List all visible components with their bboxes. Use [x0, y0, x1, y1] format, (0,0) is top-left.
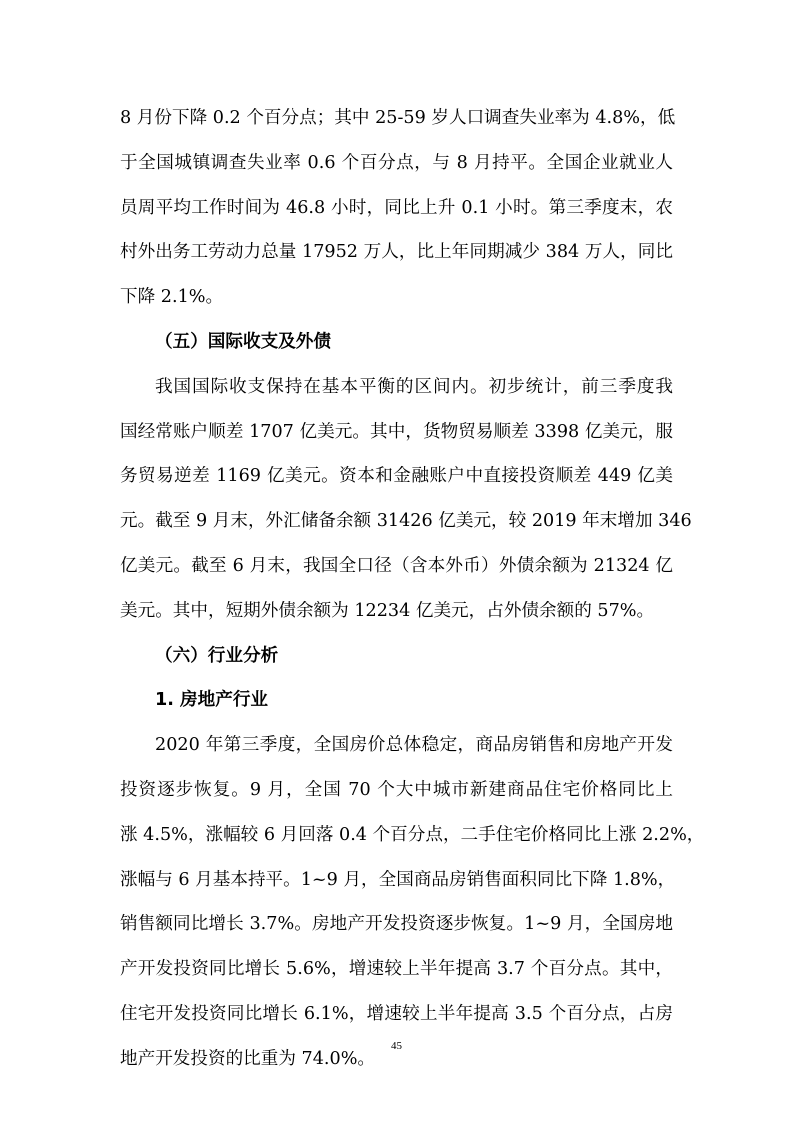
page-number: 45: [391, 1040, 402, 1052]
paragraph-real-estate: [120, 723, 705, 1081]
text-line: 8 月份下降 0.2 个百分点；其中 25-59 岁人口调查失业率为 4.8%，低: [120, 108, 676, 128]
text-line: 产开发投资同比增长 5.6%，增速较上半年提高 3.7 个百分点。其中，: [120, 959, 673, 980]
text-line: 员周平均工作时间为 46.8 小时，同比上升 0.1 小时。第三季度末，农: [120, 197, 673, 218]
text-line: 涨幅与 6 月基本持平。1~9 月，全国商品房销售面积同比下降 1.8%，: [120, 869, 676, 890]
text-line: 地产开发投资的比重为 74.0%。: [120, 1048, 376, 1069]
text-line: 住宅开发投资同比增长 6.1%，增速较上半年提高 3.5 个百分点，占房: [120, 1003, 673, 1024]
section-heading-balance-of-payments: （五）国际收支及外债: [155, 331, 331, 352]
text-line: 务贸易逆差 1169 亿美元。资本和金融账户中直接投资顺差 449 亿美: [120, 466, 673, 487]
text-line: 美元。其中，短期外债余额为 12234 亿美元，占外债余额的 57%。: [120, 600, 655, 621]
text-line: 投资逐步恢复。9 月，全国 70 个大中城市新建商品住宅价格同比上: [120, 779, 673, 800]
text-line: 国经常账户顺差 1707 亿美元。其中，货物贸易顺差 3398 亿美元，服: [120, 421, 673, 442]
paragraph-balance-of-payments: [120, 365, 692, 634]
text-line: 村外出务工劳动力总量 17952 万人，比上年同期减少 384 万人，同比: [120, 242, 673, 263]
text-line: 下降 2.1%。: [120, 287, 224, 308]
paragraph-employment: [120, 96, 676, 320]
text-line: 于全国城镇调查失业率 0.6 个百分点，与 8 月持平。全国企业就业人: [120, 152, 673, 173]
text-line: 2020 年第三季度，全国房价总体稳定，商品房销售和房地产开发: [155, 735, 673, 756]
text-line: 亿美元。截至 6 月末，我国全口径（含本外币）外债余额为 21324 亿: [120, 555, 673, 576]
subsection-heading-real-estate: 1. 房地产行业: [155, 690, 269, 711]
section-heading-industry-analysis: （六）行业分析: [155, 645, 279, 666]
text-line: 我国国际收支保持在基本平衡的区间内。初步统计，前三季度我: [155, 376, 673, 397]
text-line: 销售额同比增长 3.7%。房地产开发投资逐步恢复。1~9 月，全国房地: [120, 914, 673, 935]
page-body: [120, 96, 705, 1082]
text-line: 涨 4.5%，涨幅较 6 月回落 0.4 个百分点，二手住宅价格同比上涨 2.2%，: [120, 824, 705, 845]
text-line: 元。截至 9 月末，外汇储备余额 31426 亿美元，较 2019 年末增加 346: [120, 511, 692, 532]
